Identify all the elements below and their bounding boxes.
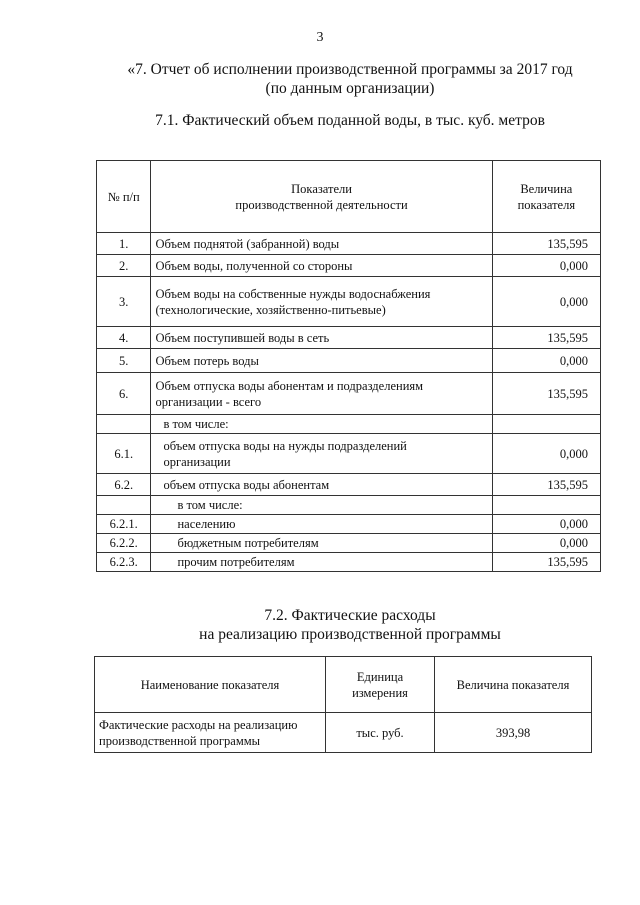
water-volume-table	[96, 160, 601, 572]
table-header-row	[95, 657, 592, 713]
header-value	[492, 161, 600, 233]
row-label: бюджетным потребителям	[151, 534, 492, 553]
section-7-1-title: 7.1. Фактический объем поданной воды, в тыс. куб. метров	[155, 112, 545, 129]
row-value: 0,000	[492, 349, 600, 373]
row-value	[492, 496, 600, 515]
row-label: Объем поступившей воды в сеть	[151, 327, 492, 349]
row-value: 0,000	[492, 515, 600, 534]
row-value: 135,595	[492, 327, 600, 349]
header-value-line1: Величина	[520, 181, 573, 196]
row-num: 6.1.	[97, 434, 151, 474]
row-value: 0,000	[492, 277, 600, 327]
header-value: Величина показателя	[435, 657, 592, 713]
row-value: 135,595	[492, 233, 600, 255]
row-value	[492, 415, 600, 434]
row-value: 393,98	[435, 713, 592, 753]
table-row	[97, 553, 601, 572]
row-name	[95, 713, 326, 753]
row-name-line1: Фактические расходы на реализацию	[99, 717, 298, 732]
header-unit	[326, 657, 435, 713]
section-7-2-line2: на реализацию производственной программы	[199, 626, 501, 643]
header-indicator-line1: Показатели	[291, 181, 352, 196]
header-indicator-line2: производственной деятельности	[235, 197, 408, 212]
row-label	[151, 434, 492, 474]
row-label: Объем воды, полученной со стороны	[151, 255, 492, 277]
row-label-line2: (технологические, хозяйственно-питьевые)	[155, 302, 386, 317]
row-num	[97, 415, 151, 434]
table-row	[97, 349, 601, 373]
row-label: объем отпуска воды абонентам	[151, 474, 492, 496]
row-num: 1.	[97, 233, 151, 255]
row-value: 135,595	[492, 553, 600, 572]
expenses-table	[94, 656, 592, 753]
row-num: 6.2.	[97, 474, 151, 496]
heading-line-1: «7. Отчет об исполнении производственной программы за 2017 год	[127, 61, 573, 78]
row-value: 0,000	[492, 255, 600, 277]
header-unit-line1: Единица	[356, 669, 404, 684]
row-num: 4.	[97, 327, 151, 349]
row-label	[151, 277, 492, 327]
row-label-line2: организации	[163, 454, 231, 469]
table-row	[97, 233, 601, 255]
table-row	[97, 434, 601, 474]
heading-line-2: (по данным организации)	[265, 80, 435, 97]
row-label: в том числе:	[151, 415, 492, 434]
row-value: 0,000	[492, 434, 600, 474]
section-7-2-line1: 7.2. Фактические расходы	[264, 607, 436, 624]
row-num: 6.	[97, 373, 151, 415]
row-unit: тыс. руб.	[326, 713, 435, 753]
row-name-line2: производственной программы	[99, 733, 261, 748]
row-label-line1: объем отпуска воды на нужды подразделений	[163, 438, 407, 453]
table-row	[97, 496, 601, 515]
row-num	[97, 496, 151, 515]
header-num: № п/п	[97, 161, 151, 233]
table-row	[97, 255, 601, 277]
row-value: 0,000	[492, 534, 600, 553]
row-num: 3.	[97, 277, 151, 327]
section-7-2-title	[100, 606, 600, 644]
header-value-line2: показателя	[517, 197, 576, 212]
table-row	[97, 277, 601, 327]
row-num: 6.2.3.	[97, 553, 151, 572]
row-label: в том числе:	[151, 496, 492, 515]
row-label-line2: организации - всего	[155, 394, 262, 409]
table-row	[97, 515, 601, 534]
table-row	[97, 373, 601, 415]
row-label: населению	[151, 515, 492, 534]
row-label	[151, 373, 492, 415]
row-num: 6.2.2.	[97, 534, 151, 553]
document-heading	[100, 60, 600, 98]
header-name: Наименование показателя	[95, 657, 326, 713]
row-label-line1: Объем воды на собственные нужды водоснабжения	[155, 286, 431, 301]
row-num: 2.	[97, 255, 151, 277]
row-label: прочим потребителям	[151, 553, 492, 572]
page-number: 3	[316, 30, 324, 45]
table-row	[97, 474, 601, 496]
row-num: 5.	[97, 349, 151, 373]
table-row	[97, 534, 601, 553]
row-label: Объем потерь воды	[151, 349, 492, 373]
table-row	[95, 713, 592, 753]
row-label-line1: Объем отпуска воды абонентам и подразделениям	[155, 378, 424, 393]
table-row	[97, 415, 601, 434]
row-value: 135,595	[492, 373, 600, 415]
header-indicator	[151, 161, 492, 233]
row-label: Объем поднятой (забранной) воды	[151, 233, 492, 255]
table-header-row	[97, 161, 601, 233]
row-value: 135,595	[492, 474, 600, 496]
table-row	[97, 327, 601, 349]
row-num: 6.2.1.	[97, 515, 151, 534]
header-unit-line2: измерения	[352, 685, 408, 700]
